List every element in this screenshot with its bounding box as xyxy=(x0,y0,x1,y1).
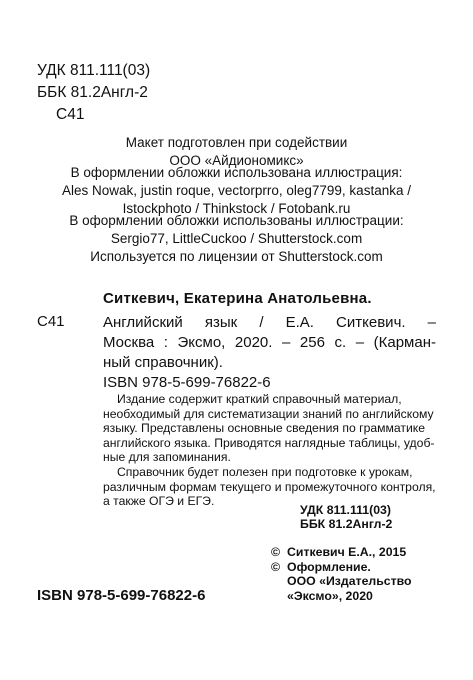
copyright-icon: © xyxy=(271,559,281,574)
cover-credit-1 xyxy=(0,164,473,218)
annotation-line: Справочник будет полезен при подготовке к урокам, xyxy=(117,464,413,479)
annotation-line: различным формам текущего и промежуточного контроля, xyxy=(103,479,436,494)
biblio-line: Английский язык / Е.А. Ситкевич. – xyxy=(103,314,436,331)
record-isbn: ISBN 978-5-699-76822-6 xyxy=(103,374,271,391)
credit-line: Sergio77, LittleCuckoo / Shutterstock.com xyxy=(110,231,363,246)
bbk-code: ББК 81.2Англ-2 xyxy=(300,517,393,531)
annotation xyxy=(103,392,436,509)
annotation-line: ные для запоминания. xyxy=(103,450,231,465)
copyright-publisher: ООО «Издательство xyxy=(287,574,412,589)
cover-credit-2 xyxy=(0,212,473,266)
annotation-line: языку. Представлены основные сведения по грамматике xyxy=(103,421,426,436)
udc-code: УДК 811.111(03) xyxy=(37,62,151,79)
bibliographic-description xyxy=(103,313,436,373)
copyright-publisher: «Эксмо», 2020 xyxy=(287,588,373,603)
udc-code: УДК 811.111(03) xyxy=(300,503,391,517)
credit-line: Ales Nowak, justin roque, vectorprro, oleg7799, kastanka / xyxy=(62,183,411,198)
annotation-line: английского языка. Приводятся наглядные таблицы, удоб- xyxy=(103,435,435,450)
annotation-line: необходимый для систематизации знаний по английскому xyxy=(103,406,434,421)
credit-line: Istockphoto / Thinkstock / Fotobank.ru xyxy=(122,201,351,216)
biblio-line: ный справочник). xyxy=(103,354,223,371)
credit-line: Используется по лицензии от Shutterstock.com xyxy=(90,249,383,264)
credit-line: В оформлении обложки использованы иллюстрации: xyxy=(69,213,404,228)
annotation-line: Издание содержит краткий справочный материал, xyxy=(117,392,402,406)
author-sign: С41 xyxy=(56,106,85,123)
classification-block xyxy=(37,60,150,126)
copyright-author: Ситкевич Е.А., 2015 xyxy=(287,545,407,559)
bbk-code: ББК 81.2Англ-2 xyxy=(37,84,148,101)
record-author: Ситкевич, Екатерина Анатольевна. xyxy=(103,290,372,307)
copyright-design: Оформление. xyxy=(287,559,371,574)
credit-line: ООО «Айдиономикс» xyxy=(169,153,304,168)
biblio-line: Москва : Эксмо, 2020. – 256 с. – (Карман- xyxy=(103,334,436,351)
credit-line: Макет подготовлен при содействии xyxy=(125,135,348,150)
copyright-icon: © xyxy=(271,545,281,559)
copyright-block xyxy=(271,545,412,603)
credit-line: В оформлении обложки использована иллюстрация: xyxy=(70,165,403,180)
annotation-classification xyxy=(300,503,392,531)
record-code: С41 xyxy=(37,313,65,330)
isbn-bottom: ISBN 978-5-699-76822-6 xyxy=(37,587,206,604)
annotation-line: а также ОГЭ и ЕГЭ. xyxy=(103,494,215,509)
